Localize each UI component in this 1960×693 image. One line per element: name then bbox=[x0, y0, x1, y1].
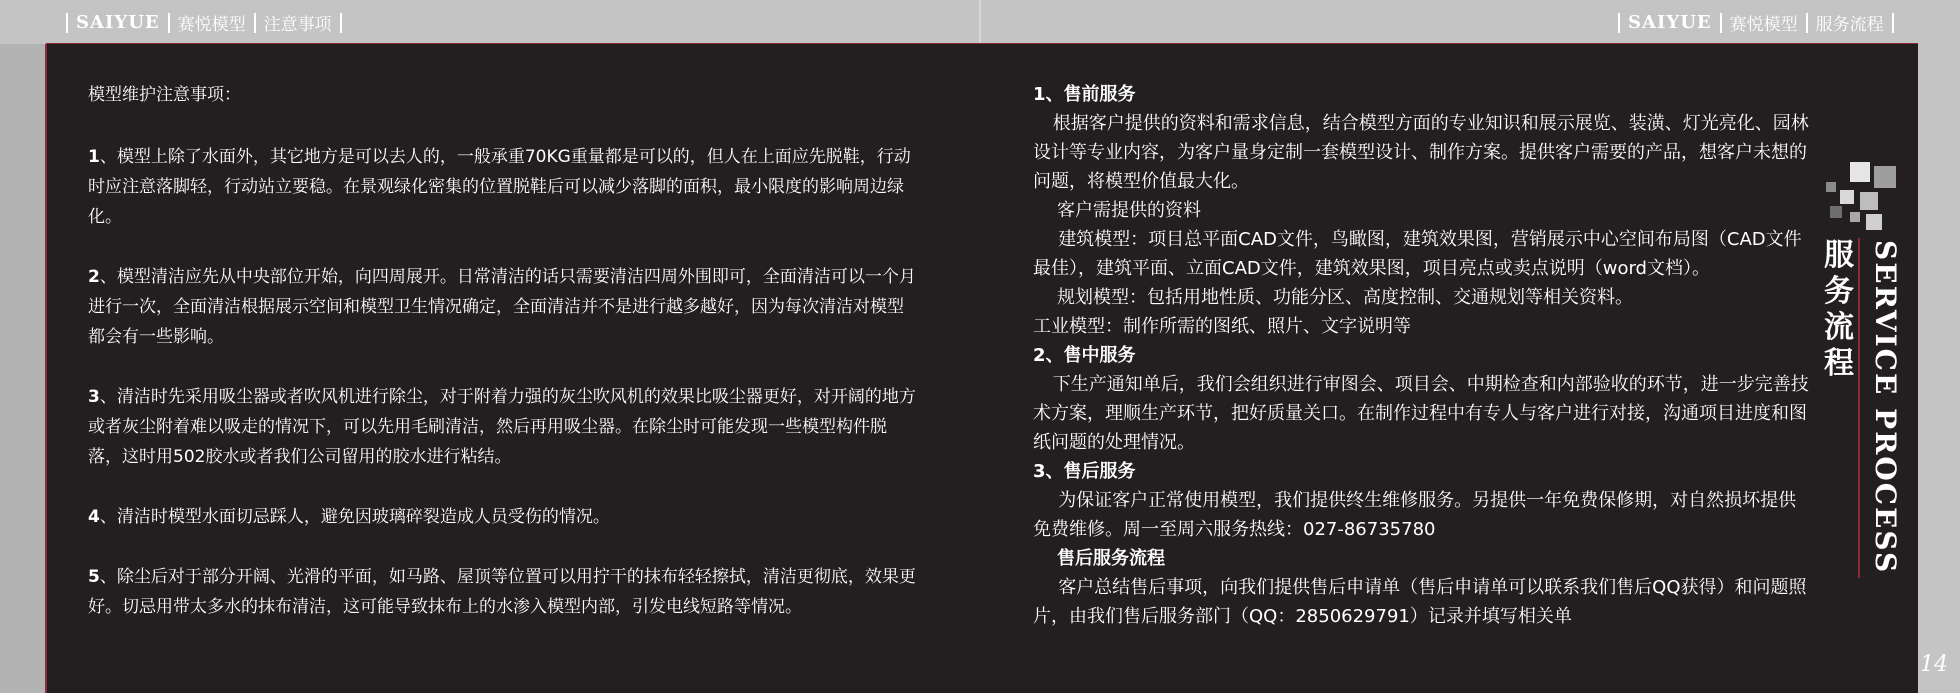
header-left bbox=[58, 10, 350, 35]
planning-model-text: 规划模型：包括用地性质、功能分区、高度控制、交通规划等相关资料。 bbox=[1057, 287, 1633, 308]
page-fold bbox=[979, 0, 981, 44]
brand-logo-text: SAIYUE bbox=[1628, 12, 1712, 33]
note-item: 5、除尘后对于部分开阔、光滑的平面，如马路、屋顶等位置可以用拧干的抹布轻轻擦拭，清洁更彻底，效果更好。切忌用带太多水的抹布清洁，这可能导致抹布上的水渗入模型内部，引发电线短路等情况。 bbox=[88, 567, 916, 617]
side-divider bbox=[1858, 238, 1860, 578]
architecture-model-text: 建筑模型：项目总平面CAD文件，鸟瞰图，建筑效果图，营销展示中心空间布局图（CAD文件最佳），建筑平面、立面CAD文件，建筑效果图，项目亮点或卖点说明（word文档）。 bbox=[1033, 229, 1802, 279]
industrial-model-text: 工业模型：制作所需的图纸、照片、文字说明等 bbox=[1033, 316, 1411, 337]
header-divider bbox=[1618, 13, 1620, 33]
side-title-en: SERVICE PROCESS bbox=[1869, 240, 1902, 575]
brand-logo-text: SAIYUE bbox=[76, 12, 160, 33]
service-process-text bbox=[1033, 80, 1813, 631]
header-divider bbox=[66, 13, 68, 33]
header-divider bbox=[254, 13, 256, 33]
header-company: 赛悦模型 bbox=[1729, 15, 1798, 35]
note-item: 3、清洁时先采用吸尘器或者吹风机进行除尘，对于附着力强的灰尘吹风机的效果比吸尘器更好，对开阔的地方或者灰尘附着难以吸走的情况下，可以先用毛刷清洁，然后再用吸尘器。在除尘时可能发现一些模型构件脱落，这时用502胶水或者我们公司留用的胶水进行粘结。 bbox=[88, 387, 916, 467]
header-divider bbox=[1806, 13, 1808, 33]
side-title-cn: 服务流程 bbox=[1824, 238, 1854, 381]
header-section: 注意事项 bbox=[263, 15, 332, 35]
aftersale-flow-text: 客户总结售后事项，向我们提供售后申请单（售后申请单可以联系我们售后QQ获得）和问题照片，由我们售后服务部门（QQ：2850629791）记录并填写相关单 bbox=[1033, 577, 1807, 627]
aftersale-heading: 3、售后服务 bbox=[1033, 461, 1136, 482]
insale-paragraph: 下生产通知单后，我们会组织进行审图会、项目会、中期检查和内部验收的环节，进一步完善技术方案，理顺生产环节，把好质量关口。在制作过程中有专人与客户进行对接，沟通项目进度和图纸问题的处理情况。 bbox=[1033, 374, 1809, 453]
materials-subheading: 客户需提供的资料 bbox=[1057, 200, 1201, 221]
aftersale-flow-subheading: 售后服务流程 bbox=[1057, 548, 1165, 569]
header-divider bbox=[168, 13, 170, 33]
maintenance-notes bbox=[88, 80, 918, 652]
header-divider bbox=[340, 13, 342, 33]
note-item: 1、模型上除了水面外，其它地方是可以去人的，一般承重70KG重量都是可以的，但人在上面应先脱鞋，行动时应注意落脚轻，行动站立要稳。在景观绿化密集的位置脱鞋后可以减少落脚的面积，最小限度的影响周边绿化。 bbox=[88, 147, 911, 227]
right-gutter bbox=[1918, 44, 1960, 693]
border-left bbox=[45, 44, 47, 693]
header-divider bbox=[1892, 13, 1894, 33]
presale-paragraph: 根据客户提供的资料和需求信息，结合模型方面的专业知识和展示展览、装潢、灯光亮化、园林设计等专业内容，为客户量身定制一套模型设计、制作方案。提供客户需要的产品，想客户未想的问题，将模型价值最大化。 bbox=[1033, 113, 1809, 192]
insale-heading: 2、售中服务 bbox=[1033, 345, 1136, 366]
header-divider bbox=[1720, 13, 1722, 33]
header-right bbox=[1610, 10, 1902, 35]
decorative-squares-icon bbox=[1822, 160, 1902, 230]
page-number: 14 bbox=[1920, 652, 1948, 677]
aftersale-paragraph: 为保证客户正常使用模型，我们提供终生维修服务。另提供一年免费保修期，对自然损坏提供免费维修。周一至周六服务热线：027-86735780 bbox=[1033, 490, 1797, 540]
header-company: 赛悦模型 bbox=[177, 15, 246, 35]
note-item: 4、清洁时模型水面切忌踩人，避免因玻璃碎裂造成人员受伤的情况。 bbox=[88, 507, 610, 527]
presale-heading: 1、售前服务 bbox=[1033, 84, 1136, 105]
note-item: 2、模型清洁应先从中央部位开始，向四周展开。日常清洁的话只需要清洁四周外围即可，全面清洁可以一个月进行一次，全面清洁根据展示空间和模型卫生情况确定，全面清洁并不是进行越多越好，因为每次清洁对模型都会有一些影响。 bbox=[88, 267, 916, 347]
header-section: 服务流程 bbox=[1815, 15, 1884, 35]
notes-title: 模型维护注意事项： bbox=[88, 85, 241, 105]
